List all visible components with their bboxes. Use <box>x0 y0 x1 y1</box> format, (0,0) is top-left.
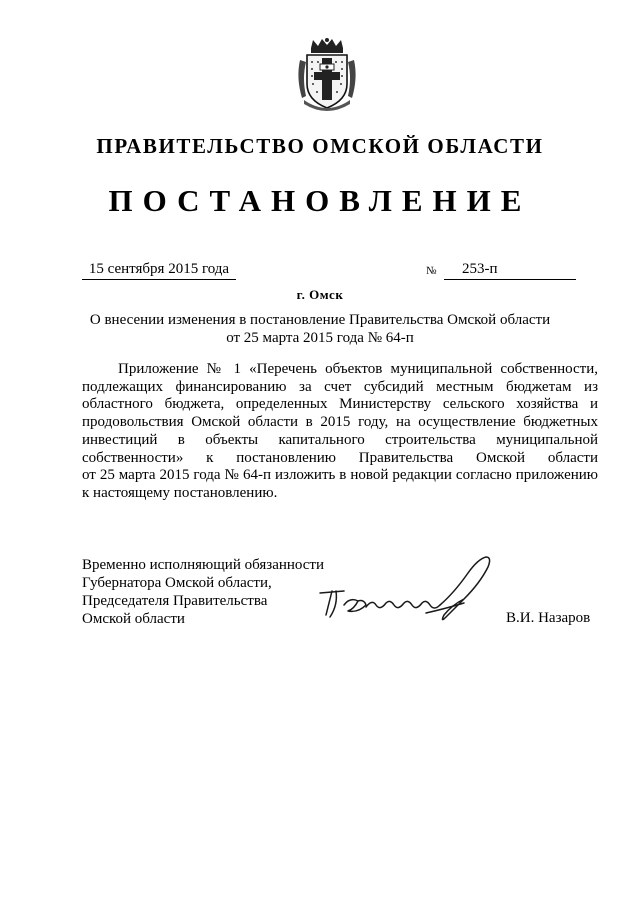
government-title: ПРАВИТЕЛЬСТВО ОМСКОЙ ОБЛАСТИ <box>96 134 544 158</box>
body-line: к настоящему постановлению. <box>82 484 278 501</box>
body-line: продовольствия Омской области в 2015 году, на осуществление бюджетных <box>82 414 598 431</box>
number-sign: № <box>426 265 437 277</box>
signer-name: В.И. Назаров <box>506 610 591 626</box>
document-date: 15 сентября 2015 года <box>82 261 236 280</box>
body-line: областного бюджета, определенных Министерству сельского хозяйства и <box>82 396 598 413</box>
subject-line: от 25 марта 2015 года № 64-п <box>226 330 414 346</box>
body-line: собственности» к постановлению Правительства Омской области <box>82 449 598 466</box>
document-city: г. Омск <box>296 287 344 302</box>
signatory-position <box>82 556 324 628</box>
document-subject <box>60 311 580 347</box>
body-line: от 25 марта 2015 года № 64-п изложить в новой редакции согласно приложению <box>82 467 598 484</box>
signatory-position-line: Временно исполняющий обязанности <box>82 557 325 573</box>
signatory-position-line: Председателя Правительства <box>82 593 268 609</box>
document-number: 253-п <box>444 261 576 280</box>
subject-line: О внесении изменения в постановление Правительства Омской области <box>89 312 551 328</box>
signatory-position-line: Омской области <box>82 611 185 627</box>
document-body <box>82 361 598 503</box>
body-line: подлежащих финансированию за счет субсидий местным бюджетам из <box>82 378 598 395</box>
handwritten-signature-icon <box>314 553 496 635</box>
body-line: Приложение № 1 «Перечень объектов муниципальной собственности, <box>118 361 598 377</box>
signatory-position-line: Губернатора Омской области, <box>82 575 272 591</box>
document-type-title: ПОСТАНОВЛЕНИЕ <box>108 183 532 218</box>
body-line: инвестиций в объекты капитального строительства муниципальной <box>82 431 598 448</box>
omsk-region-coat-of-arms-icon <box>296 38 358 112</box>
